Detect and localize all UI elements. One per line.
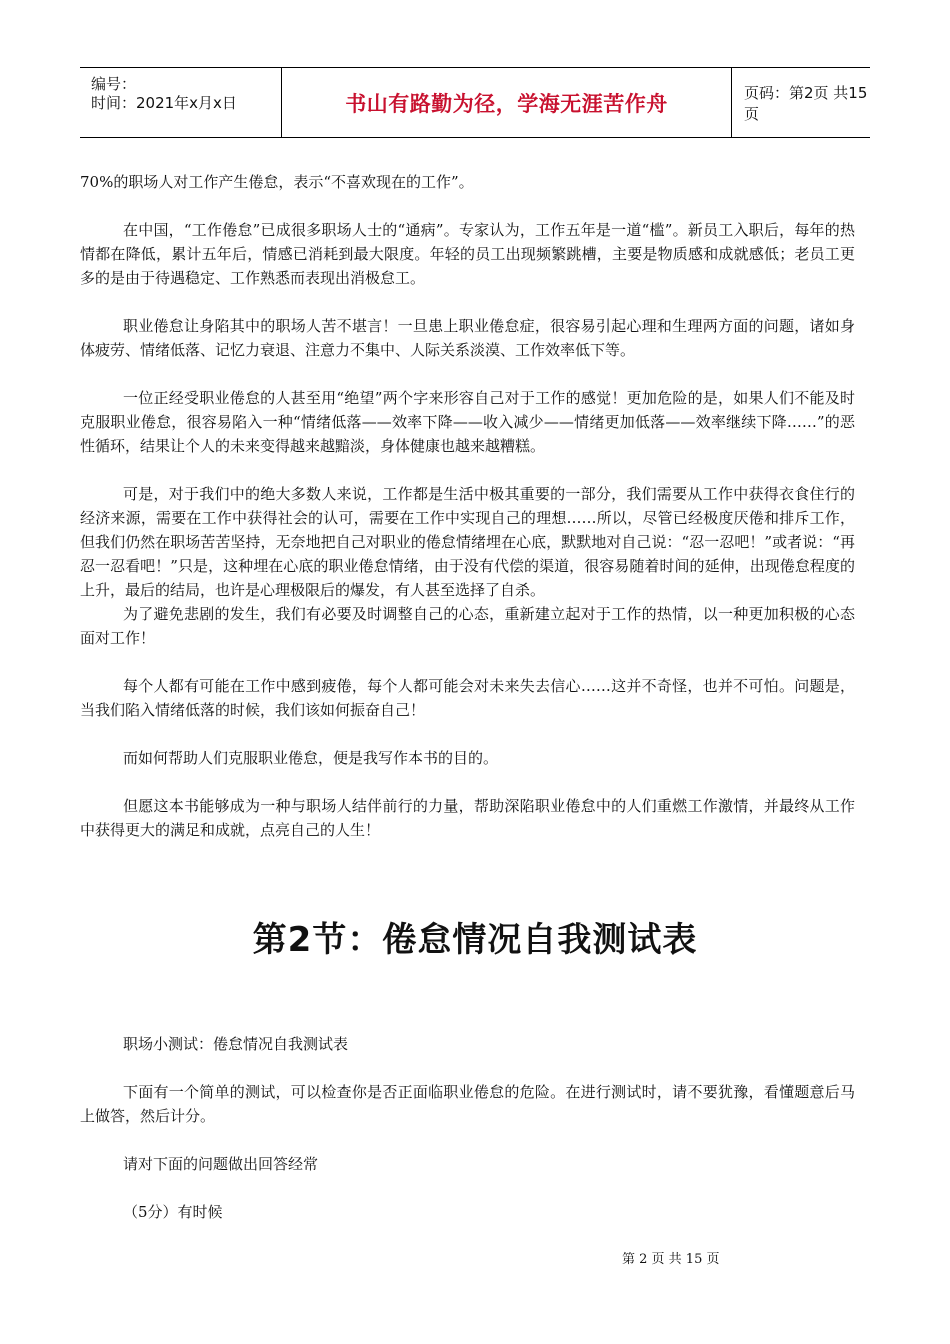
- paragraph: 职场小测试：倦怠情况自我测试表: [123, 1035, 349, 1053]
- paragraph: 可是，对于我们中的绝大多数人来说，工作都是生活中极其重要的一部分，我们需要从工作中获得衣食住行的经济来源，需要在工作中获得社会的认可，需要在工作中实现自己的理想……所以，尽管已经极度厌倦和排斥工作，但我们仍然在职场苦苦坚持，无奈地把自己对职业的倦怠情绪埋在心底，默默地对自己说：“忍一忍吧！”或者说：“再忍一忍看吧！”只是，这种埋在心底的职业倦怠情绪，由于没有代偿的渠道，很容易随着时间的延伸，出现倦怠程度的上升，最后的结局，也许是心理极限后的爆发，有人甚至选择了自杀。: [80, 485, 855, 599]
- paragraph: 每个人都有可能在工作中感到疲倦，每个人都可能会对未来失去信心……这并不奇怪，也并不可怕。问题是，当我们陷入情绪低落的时候，我们该如何振奋自己！: [80, 677, 855, 719]
- paragraph: 下面有一个简单的测试，可以检查你是否正面临职业倦怠的危险。在进行测试时，请不要犹豫，看懂题意后马上做答，然后计分。: [80, 1083, 855, 1125]
- doc-time-label: 时间：2021年x月x日: [91, 94, 237, 112]
- body-text: [80, 170, 855, 842]
- paragraph: 70%的职场人对工作产生倦怠，表示“不喜欢现在的工作”。: [80, 173, 474, 191]
- header-motto: 书山有路勤为径，学海无涯苦作舟: [345, 91, 668, 116]
- section-body: [80, 1032, 855, 1224]
- paragraph: 请对下面的问题做出回答经常: [123, 1155, 319, 1173]
- paragraph: 在中国，“工作倦怠”已成很多职场人士的“通病”。专家认为，工作五年是一道“槛”。新员工入职后，每年的热情都在降低，累计五年后，情感已消耗到最大限度。年轻的员工出现频繁跳槽，主要是物质感和成就感低；老员工更多的是由于待遇稳定、工作熟悉而表现出消极怠工。: [80, 221, 855, 287]
- header-motto-cell: [282, 68, 732, 137]
- paragraph: 为了避免悲剧的发生，我们有必要及时调整自己的心态，重新建立起对于工作的热情，以一种更加积极的心态面对工作！: [80, 605, 855, 647]
- paragraph: （5分）有时候: [123, 1203, 223, 1221]
- header-page-label: 页码：第2页 共15页: [744, 83, 868, 123]
- paragraph: 而如何帮助人们克服职业倦怠，便是我写作本书的目的。: [123, 749, 499, 767]
- paragraph: 但愿这本书能够成为一种与职场人结伴前行的力量，帮助深陷职业倦怠中的人们重燃工作激情，并最终从工作中获得更大的满足和成就，点亮自己的人生！: [80, 797, 855, 839]
- header-page-cell: [732, 68, 870, 137]
- paragraph: 一位正经受职业倦怠的人甚至用“绝望”两个字来形容自己对于工作的感觉！更加危险的是，如果人们不能及时克服职业倦怠，很容易陷入一种“情绪低落——效率下降——收入减少——情绪更加低落——效率继续下降……”的恶性循环，结果让个人的未来变得越来越黯淡，身体健康也越来越糟糕。: [80, 389, 855, 455]
- paragraph: 职业倦怠让身陷其中的职场人苦不堪言！一旦患上职业倦怠症，很容易引起心理和生理两方面的问题，诸如身体疲劳、情绪低落、记忆力衰退、注意力不集中、人际关系淡漠、工作效率低下等。: [80, 317, 855, 359]
- section-title: 第2节：倦怠情况自我测试表: [252, 920, 698, 960]
- header-meta-cell: [80, 68, 282, 137]
- doc-number-label: 编号：: [91, 75, 137, 93]
- page-footer: 第 2 页 共 15 页: [622, 1252, 720, 1267]
- header-table: [80, 67, 870, 138]
